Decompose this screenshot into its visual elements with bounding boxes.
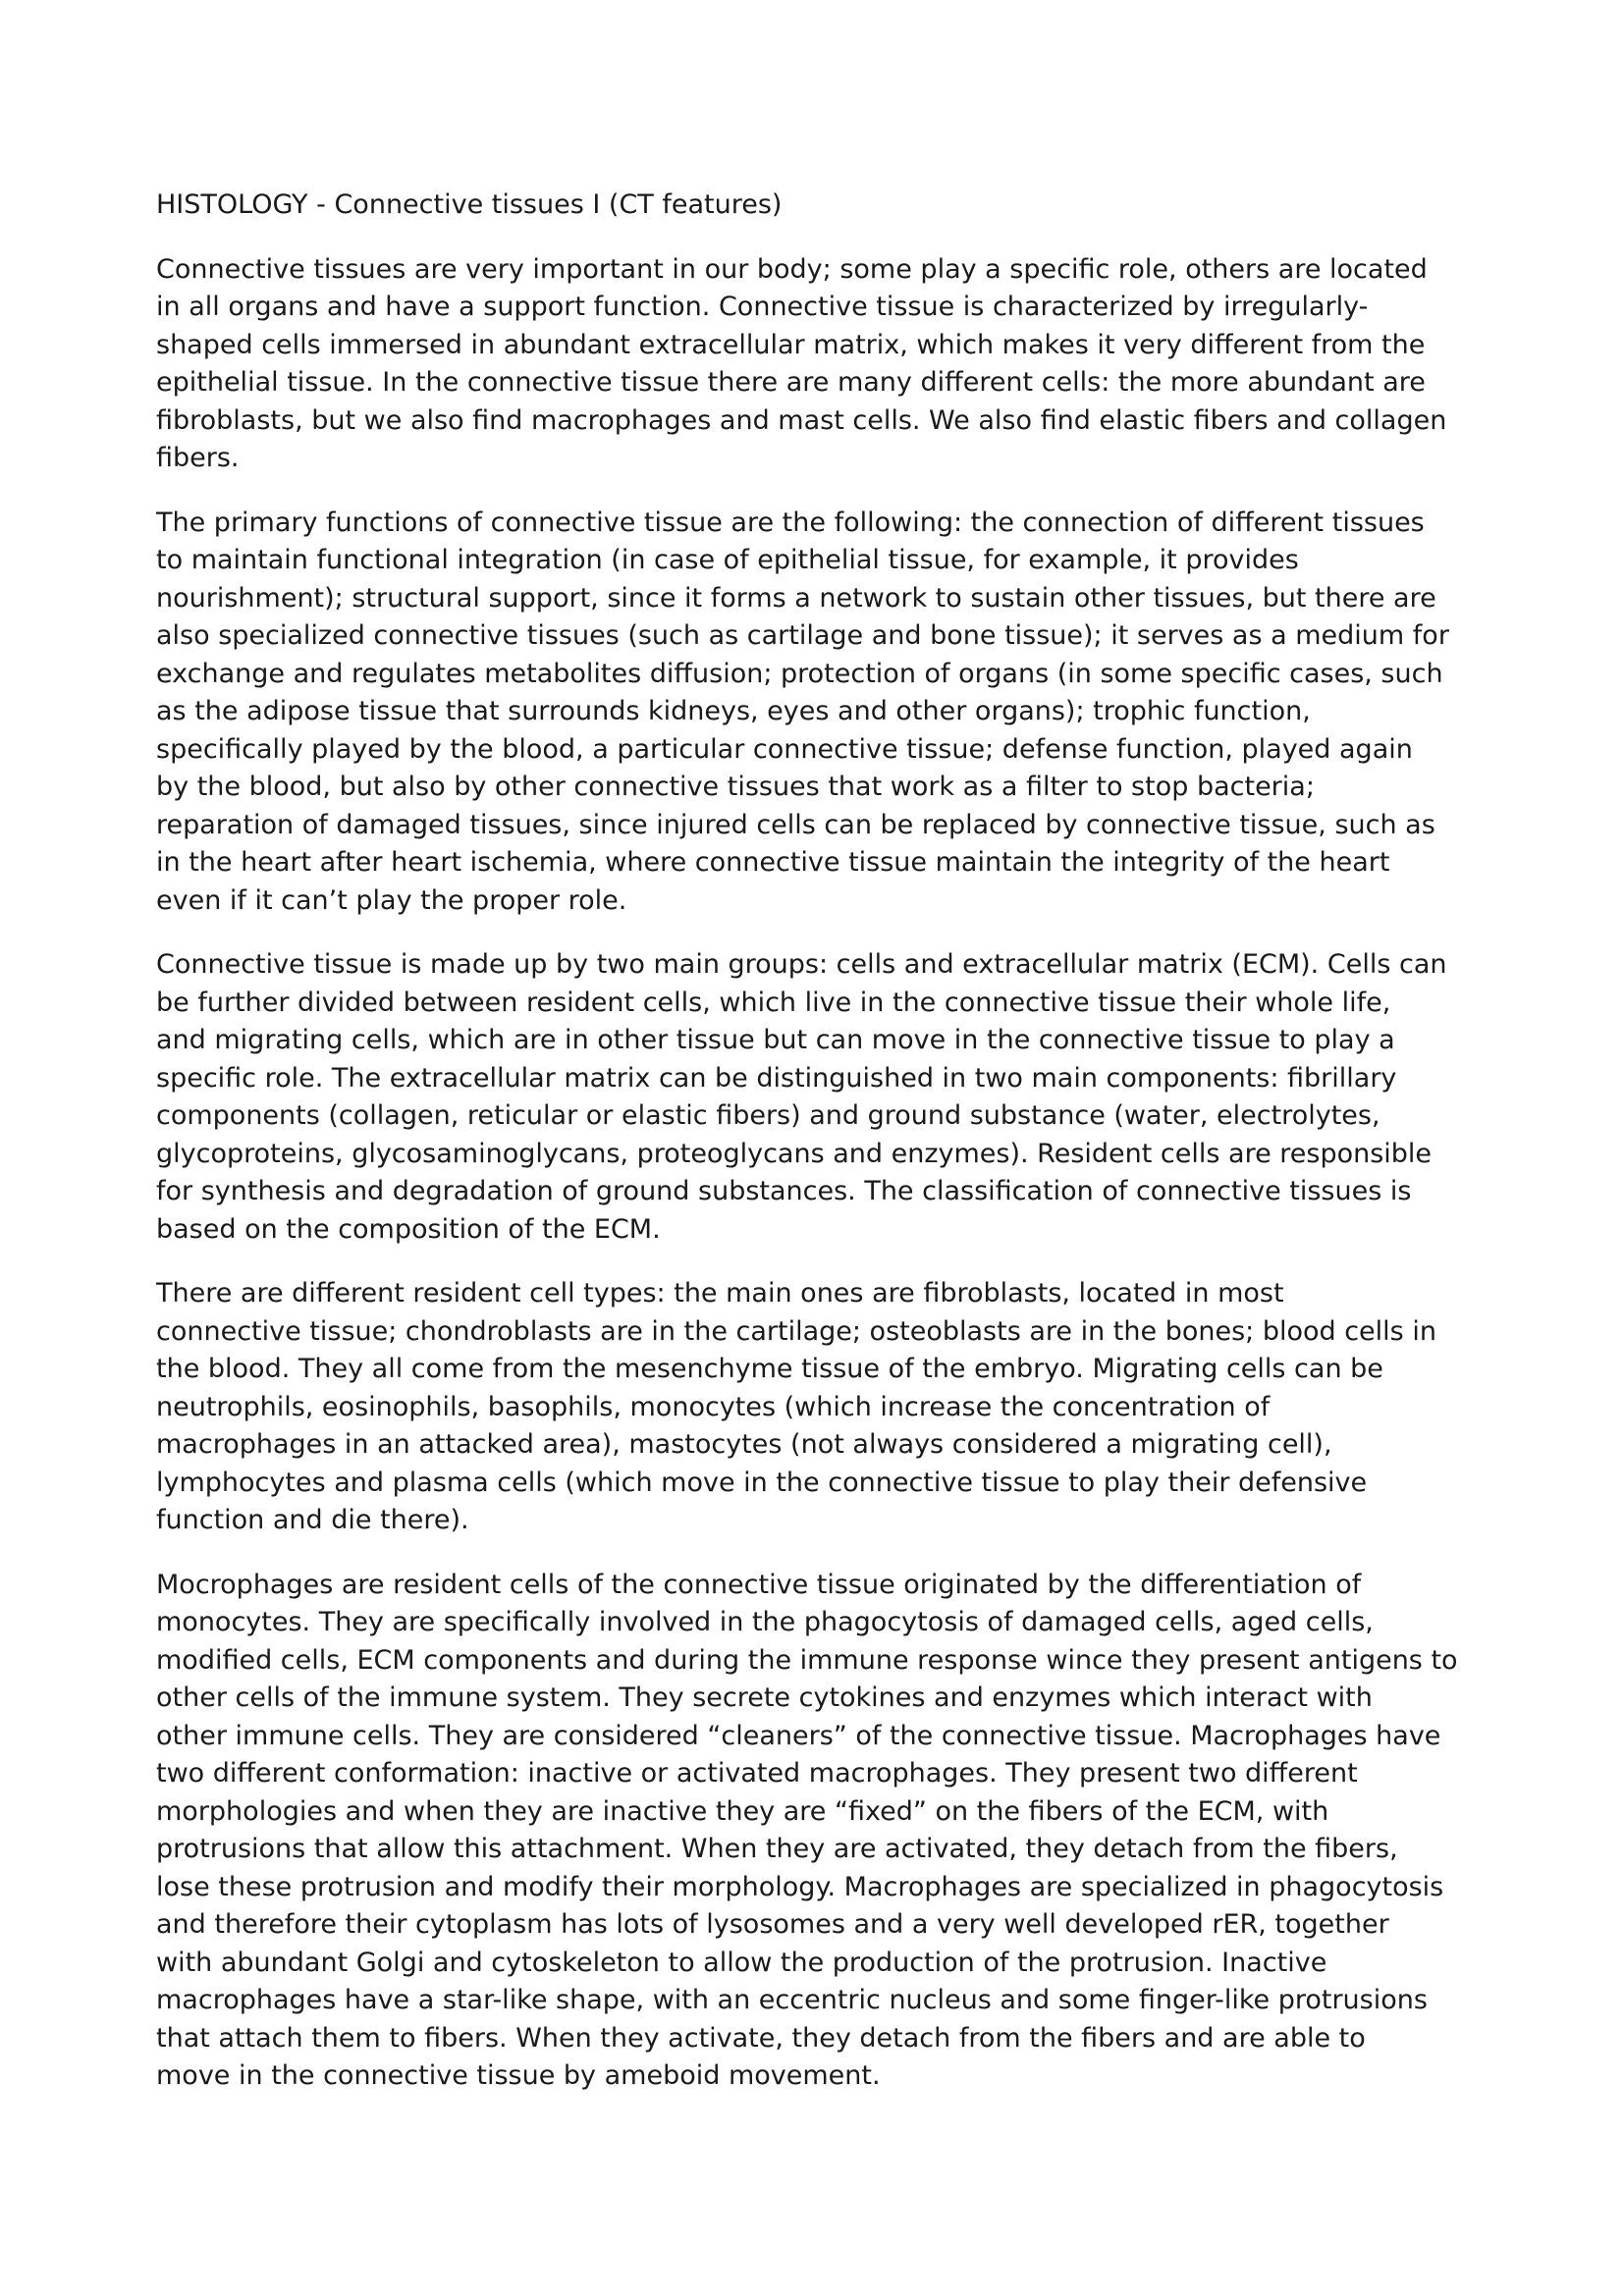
paragraph-macrophages: Mocrophages are resident cells of the connective tissue originated by the differentiation of monocytes. They are specifically involved in the phagocytosis of damaged cells, aged cells, modified cells, ECM components and during the immune response wince they present antigens to other cells of the immune system. They secrete cytokines and enzymes which interact with other immune cells. They are considered “cleaners” of the connective tissue. Macrophages have two different conformation: inactive or activated macrophages. They present two different morphologies and when they are inactive they are “fixed” on the fibers of the ECM, with protrusions that allow this attachment. When they are activated, they detach from the fibers, lose these protrusion and modify their morphology. Macrophages are specialized in phagocytosis and therefore their cytoplasm has lots of lysosomes and a very well developed rER, together with abundant Golgi and cytoskeleton to allow the production of the protrusion. Inactive macrophages have a star-like shape, with an eccentric nucleus and some finger-like protrusions that attach them to fibers. When they activate, they detach from the fibers and are able to move in the connective tissue by ameboid movement. xyxy=(156,1569,1458,2091)
paragraph-ct-functions: The primary functions of connective tissue are the following: the connection of different tissues to maintain functional integration (in case of epithelial tissue, for example, it provides nourishment); structural support, since it forms a network to sustain other tissues, but there are also specialized connective tissues (such as cartilage and bone tissue); it serves as a medium for exchange and regulates metabolites diffusion; protection of organs (in some specific cases, such as the adipose tissue that surrounds kidneys, eyes and other organs); trophic function, specifically played by the blood, a particular connective tissue; defense function, played again by the blood, but also by other connective tissues that work as a filter to stop bacteria; reparation of damaged tissues, since injured cells can be replaced by connective tissue, such as in the heart after heart ischemia, where connective tissue maintain the integrity of the heart even if it can’t play the proper role. xyxy=(156,507,1449,916)
paragraph-ct-composition: Connective tissue is made up by two main groups: cells and extracellular matrix (ECM). Cells can be further divided between resident cells, which live in the connective tissue their whole life, and migrating cells, which are in other tissue but can move in the connective tissue to play a specific role. The extracellular matrix can be distinguished in two main components: fibrillary components (collagen, reticular or elastic fibers) and ground substance (water, electrolytes, glycoproteins, glycosaminoglycans, proteoglycans and enzymes). Resident cells are responsible for synthesis and degradation of ground substances. The classification of connective tissues is based on the composition of the ECM. xyxy=(156,949,1447,1245)
document-title: HISTOLOGY - Connective tissues I (CT features) xyxy=(156,189,783,220)
paragraph-cell-types: There are different resident cell types: the main ones are fibroblasts, located in most connective tissue; chondroblasts are in the cartilage; osteoblasts are in the bones; blood cells in the blood. They all come from the mesenchyme tissue of the embryo. Migrating cells can be neutrophils, eosinophils, basophils, monocytes (which increase the concentration of macrophages in an attacked area), mastocytes (not always considered a migrating cell), lymphocytes and plasma cells (which move in the connective tissue to play their defensive function and die there). xyxy=(156,1278,1436,1535)
paragraph-ct-overview: Connective tissues are very important in our body; some play a specific role, others are located in all organs and have a support function. Connective tissue is characterized by irregularly- shaped cells immersed in abundant extracellular matrix, which makes it very different from the epithelial tissue. In the connective tissue there are many different cells: the more abundant are fibroblasts, but we also find macrophages and mast cells. We also find elastic fibers and collagen fibers. xyxy=(156,253,1447,473)
document-body xyxy=(156,187,1491,2122)
